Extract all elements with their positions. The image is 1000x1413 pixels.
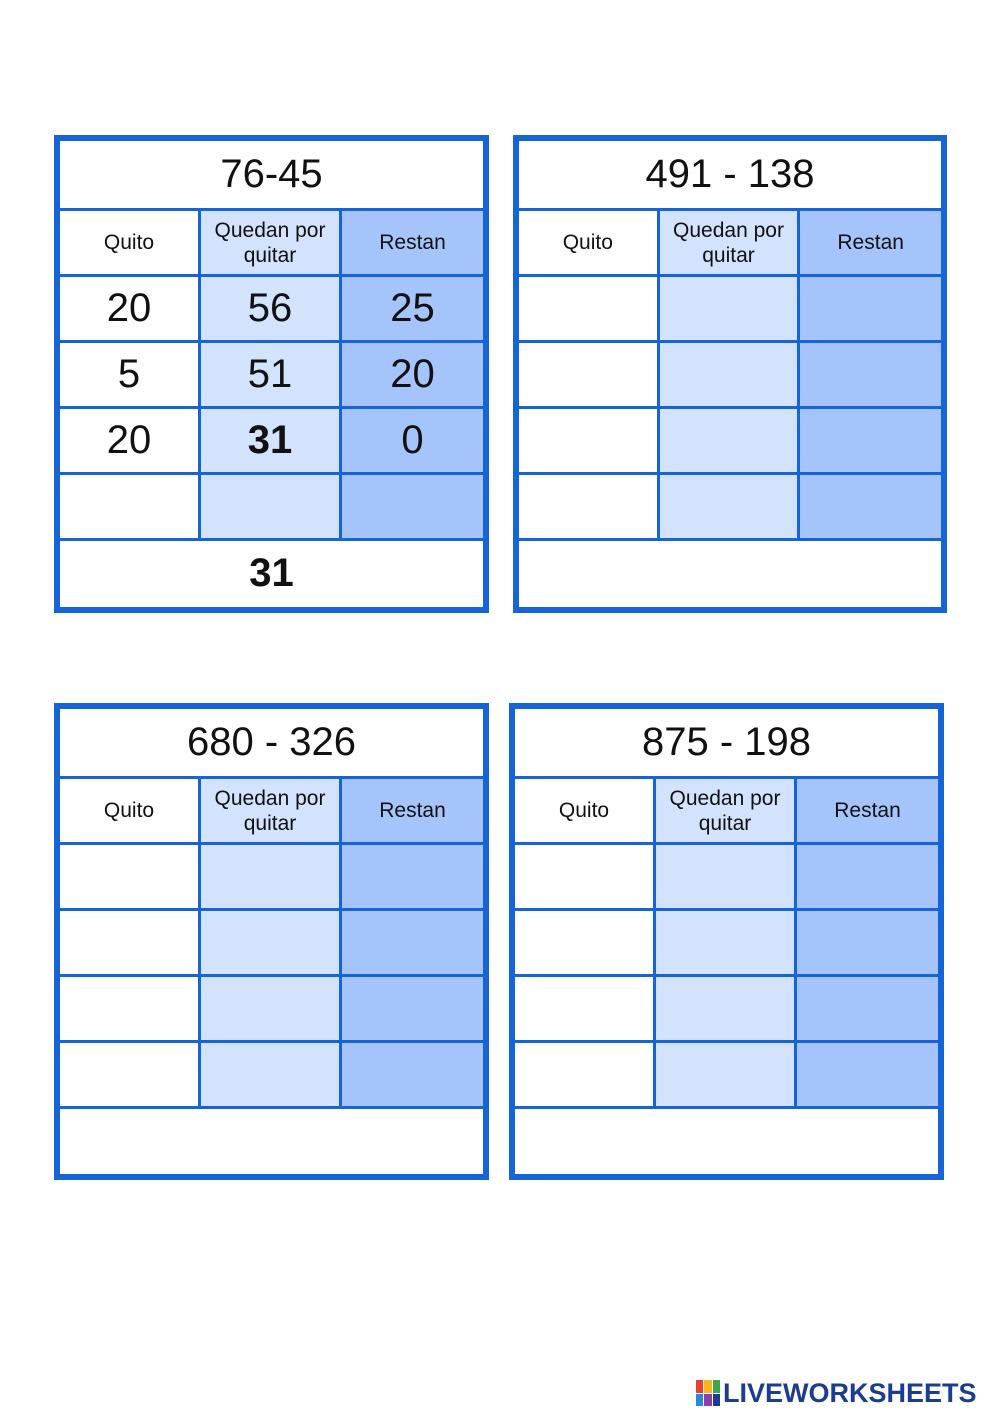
- input-restan[interactable]: [797, 977, 938, 1043]
- input-restan[interactable]: [800, 343, 941, 409]
- input-restan[interactable]: [342, 475, 483, 541]
- input-quito[interactable]: [60, 1043, 201, 1109]
- input-quedan[interactable]: 51: [201, 343, 342, 409]
- input-quedan[interactable]: [660, 277, 801, 343]
- liveworksheets-logo-icon: [696, 1380, 720, 1406]
- result-input[interactable]: [519, 541, 941, 605]
- subtraction-card-1: [54, 135, 489, 613]
- input-quito[interactable]: [519, 343, 660, 409]
- input-quito[interactable]: [60, 911, 201, 977]
- header-quedan-por-quitar: Quedan por quitar: [656, 779, 797, 845]
- input-restan[interactable]: 20: [342, 343, 483, 409]
- input-quito[interactable]: [60, 977, 201, 1043]
- subtraction-card-4: [509, 703, 944, 1180]
- input-quito[interactable]: [60, 845, 201, 911]
- input-restan[interactable]: 0: [342, 409, 483, 475]
- liveworksheets-logo: [696, 1376, 977, 1410]
- input-quedan[interactable]: [656, 845, 797, 911]
- header-quedan-por-quitar: Quedan por quitar: [660, 211, 801, 277]
- result-input[interactable]: 31: [249, 550, 294, 595]
- input-quedan[interactable]: [201, 911, 342, 977]
- input-restan[interactable]: [797, 845, 938, 911]
- logo-text: LIVEWORKSHEETS: [723, 1377, 977, 1408]
- header-quedan-por-quitar: Quedan por quitar: [201, 211, 342, 277]
- input-quedan[interactable]: [660, 409, 801, 475]
- header-restan: Restan: [342, 779, 483, 845]
- header-restan: Restan: [797, 779, 938, 845]
- header-quito: Quito: [60, 211, 201, 277]
- input-restan[interactable]: [342, 1043, 483, 1109]
- subtraction-card-3: [54, 703, 489, 1180]
- input-restan[interactable]: [342, 977, 483, 1043]
- input-restan[interactable]: [342, 845, 483, 911]
- input-quedan[interactable]: [656, 911, 797, 977]
- input-quito[interactable]: [515, 1043, 656, 1109]
- input-restan[interactable]: 25: [342, 277, 483, 343]
- input-quedan[interactable]: [201, 845, 342, 911]
- input-quedan[interactable]: [201, 977, 342, 1043]
- input-quedan[interactable]: [201, 1043, 342, 1109]
- input-quedan[interactable]: 31: [201, 409, 342, 475]
- input-quedan[interactable]: [660, 343, 801, 409]
- input-quedan[interactable]: [656, 977, 797, 1043]
- input-quito[interactable]: [519, 409, 660, 475]
- input-quito[interactable]: [60, 475, 201, 541]
- input-quito[interactable]: 20: [60, 277, 201, 343]
- input-quito[interactable]: [515, 977, 656, 1043]
- input-restan[interactable]: [797, 1043, 938, 1109]
- input-quedan[interactable]: [660, 475, 801, 541]
- input-quedan[interactable]: [656, 1043, 797, 1109]
- input-quito[interactable]: 20: [60, 409, 201, 475]
- card-title: 680 - 326: [60, 709, 483, 779]
- card-title: 491 - 138: [519, 141, 941, 211]
- input-quito[interactable]: [519, 475, 660, 541]
- header-quedan-por-quitar: Quedan por quitar: [201, 779, 342, 845]
- input-restan[interactable]: [342, 911, 483, 977]
- card-title: 76-45: [60, 141, 483, 211]
- result-input[interactable]: [515, 1109, 938, 1173]
- input-restan[interactable]: [800, 409, 941, 475]
- input-quito[interactable]: [515, 911, 656, 977]
- header-quito: Quito: [60, 779, 201, 845]
- result-input[interactable]: [60, 1109, 483, 1173]
- input-quedan[interactable]: 56: [201, 277, 342, 343]
- subtraction-card-2: [513, 135, 947, 613]
- input-quito[interactable]: [515, 845, 656, 911]
- header-quito: Quito: [515, 779, 656, 845]
- input-quito[interactable]: 5: [60, 343, 201, 409]
- input-restan[interactable]: [800, 277, 941, 343]
- header-quito: Quito: [519, 211, 660, 277]
- input-restan[interactable]: [797, 911, 938, 977]
- card-title: 875 - 198: [515, 709, 938, 779]
- header-restan: Restan: [342, 211, 483, 277]
- input-quito[interactable]: [519, 277, 660, 343]
- header-restan: Restan: [800, 211, 941, 277]
- input-quedan[interactable]: [201, 475, 342, 541]
- input-restan[interactable]: [800, 475, 941, 541]
